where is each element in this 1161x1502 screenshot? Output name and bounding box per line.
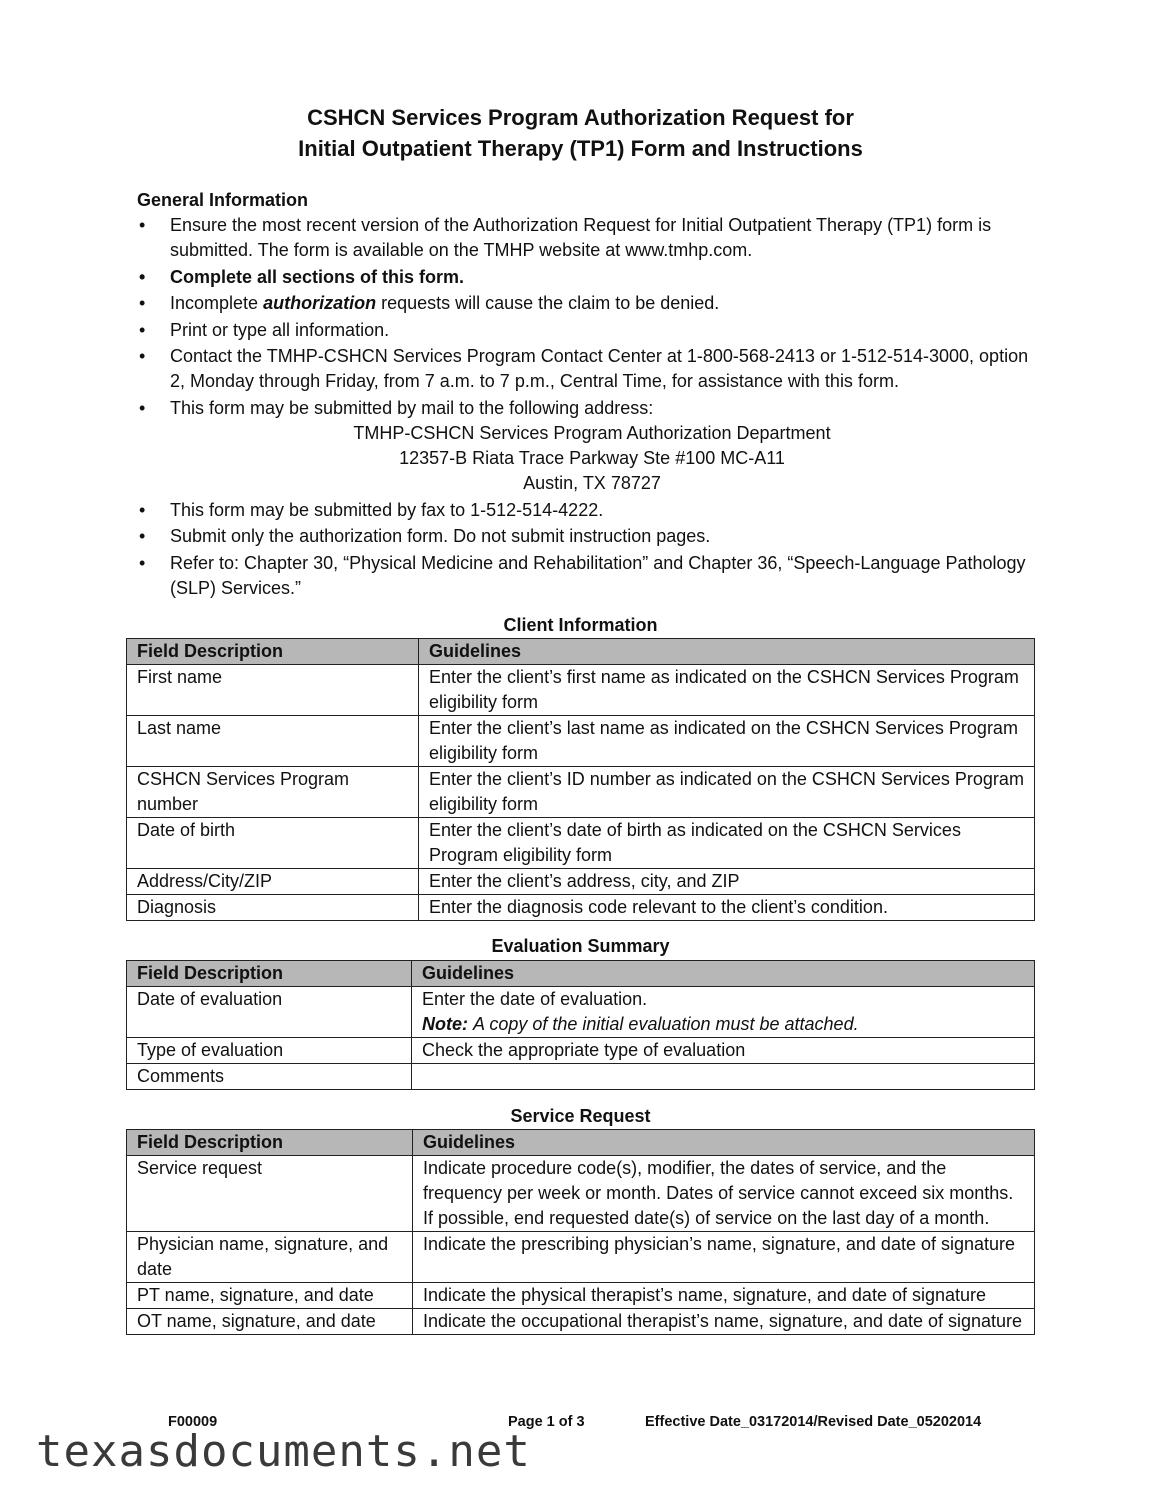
address-line-3: Austin, TX 78727: [523, 472, 661, 493]
table-row: [127, 1064, 1035, 1090]
bullet-print-type: • Print or type all information.: [137, 318, 1037, 343]
guideline-cell: [412, 1064, 1035, 1090]
address-line-2: 12357-B Riata Trace Parkway Ste #100 MC-A11: [399, 447, 785, 468]
field-description-cell: First name: [127, 665, 419, 716]
column-header-guidelines: Guidelines: [413, 1130, 1035, 1156]
date-of-evaluation-guideline: Enter the date of evaluation.: [422, 989, 648, 1009]
document-title: [0, 102, 1161, 164]
table-row: [127, 716, 1035, 767]
bullet-complete-sections: • Complete all sections of this form.: [137, 265, 1037, 290]
table-row: [127, 869, 1035, 895]
column-header-guidelines: Guidelines: [419, 639, 1035, 665]
table-row: [127, 1038, 1035, 1064]
site-watermark: texasdocuments.net: [36, 1426, 531, 1477]
title-line-2: Initial Outpatient Therapy (TP1) Form and Instructions: [298, 136, 863, 161]
bullet-contact-center: • Contact the TMHP-CSHCN Services Program Contact Center at 1-800-568-2413 or 1-512-514-3000, option 2, Monday through Friday, from 7 a.m. to 7 p.m., Central Time, for assistance with this form.: [137, 344, 1037, 394]
field-description-cell: Last name: [127, 716, 419, 767]
bullet-mail-address: [137, 396, 1037, 496]
evaluation-summary-caption: Evaluation Summary: [491, 936, 670, 956]
table-row: [127, 1309, 1035, 1335]
incomplete-prefix: Incomplete: [170, 293, 259, 314]
client-information-table: [126, 638, 1035, 921]
page-number: Page 1 of 3: [508, 1414, 585, 1430]
incomplete-suffix: requests will cause the claim to be denied.: [381, 293, 720, 314]
general-information-list: [137, 213, 1037, 601]
evaluation-note: [422, 1012, 1024, 1037]
table-row: [127, 665, 1035, 716]
field-description-cell: CSHCN Services Program number: [127, 767, 419, 818]
guideline-cell: Enter the client’s last name as indicated on the CSHCN Services Program eligibility form: [419, 716, 1035, 767]
table-row: [127, 987, 1035, 1038]
field-description-cell: Diagnosis: [127, 895, 419, 921]
table-row: [127, 767, 1035, 818]
guideline-cell: Indicate the physical therapist’s name, signature, and date of signature: [413, 1283, 1035, 1309]
column-header-field-description: Field Description: [127, 961, 412, 987]
client-information-caption: Client Information: [503, 615, 658, 635]
bullet-refer-to: • Refer to: Chapter 30, “Physical Medicine and Rehabilitation” and Chapter 36, “Speech-Language Pathology (SLP) Services.”: [137, 551, 1037, 601]
table-row: [127, 1283, 1035, 1309]
guideline-cell: Indicate procedure code(s), modifier, the dates of service, and the frequency per week or month. Dates of service cannot exceed six months. If possible, end requested date(s) of service on the last day of a month.: [413, 1156, 1035, 1232]
general-information-section: [137, 187, 1037, 602]
bullet-incomplete-requests: [137, 291, 1037, 316]
form-id: F00009: [168, 1414, 218, 1430]
field-description-cell: Service request: [127, 1156, 413, 1232]
column-header-field-description: Field Description: [127, 1130, 413, 1156]
mailing-address: [170, 421, 1037, 496]
field-description-cell: Date of birth: [127, 818, 419, 869]
table-row: [127, 818, 1035, 869]
field-description-cell: OT name, signature, and date: [127, 1309, 413, 1335]
bullet-submit-only: • Submit only the authorization form. Do not submit instruction pages.: [137, 524, 1037, 549]
column-header-guidelines: Guidelines: [412, 961, 1035, 987]
field-description-cell: Address/City/ZIP: [127, 869, 419, 895]
field-description-cell: Physician name, signature, and date: [127, 1232, 413, 1283]
general-information-heading: General Information: [137, 190, 309, 210]
guideline-cell: Enter the client’s date of birth as indicated on the CSHCN Services Program eligibility form: [419, 818, 1035, 869]
guideline-cell: Indicate the prescribing physician’s name, signature, and date of signature: [413, 1232, 1035, 1283]
column-header-field-description: Field Description: [127, 639, 419, 665]
table-header-row: [127, 1130, 1035, 1156]
field-description-cell: PT name, signature, and date: [127, 1283, 413, 1309]
guideline-cell: Enter the client’s first name as indicated on the CSHCN Services Program eligibility form: [419, 665, 1035, 716]
service-request-caption: Service Request: [510, 1106, 651, 1126]
bullet-fax: • This form may be submitted by fax to 1-512-514-4222.: [137, 498, 1037, 523]
table-row: [127, 895, 1035, 921]
service-request-table: [126, 1129, 1035, 1335]
evaluation-summary-table: [126, 960, 1035, 1090]
bullet-recent-version: • Ensure the most recent version of the Authorization Request for Initial Outpatient Therapy (TP1) form is submitted. The form is available on the TMHP website at www.tmhp.com.: [137, 213, 1037, 263]
guideline-cell: Check the appropriate type of evaluation: [412, 1038, 1035, 1064]
guideline-cell: Enter the diagnosis code relevant to the client’s condition.: [419, 895, 1035, 921]
field-description-cell: Type of evaluation: [127, 1038, 412, 1064]
address-line-1: TMHP-CSHCN Services Program Authorization Department: [353, 422, 831, 443]
table-header-row: [127, 639, 1035, 665]
authorization-emphasis: authorization: [263, 293, 377, 314]
mail-address-intro: • This form may be submitted by mail to the following address:: [170, 397, 654, 418]
table-row: [127, 1232, 1035, 1283]
guideline-cell: Enter the client’s address, city, and ZIP: [419, 869, 1035, 895]
guideline-cell: [412, 987, 1035, 1038]
table-row: [127, 1156, 1035, 1232]
field-description-cell: Comments: [127, 1064, 412, 1090]
note-label: Note:: [422, 1014, 468, 1034]
field-description-cell: Date of evaluation: [127, 987, 412, 1038]
title-line-1: CSHCN Services Program Authorization Request for: [307, 105, 854, 130]
guideline-cell: Enter the client’s ID number as indicated on the CSHCN Services Program eligibility form: [419, 767, 1035, 818]
table-header-row: [127, 961, 1035, 987]
guideline-cell: Indicate the occupational therapist’s name, signature, and date of signature: [413, 1309, 1035, 1335]
note-text: A copy of the initial evaluation must be attached.: [473, 1014, 859, 1034]
effective-revised-dates: Effective Date_03172014/Revised Date_05202014: [645, 1414, 982, 1430]
